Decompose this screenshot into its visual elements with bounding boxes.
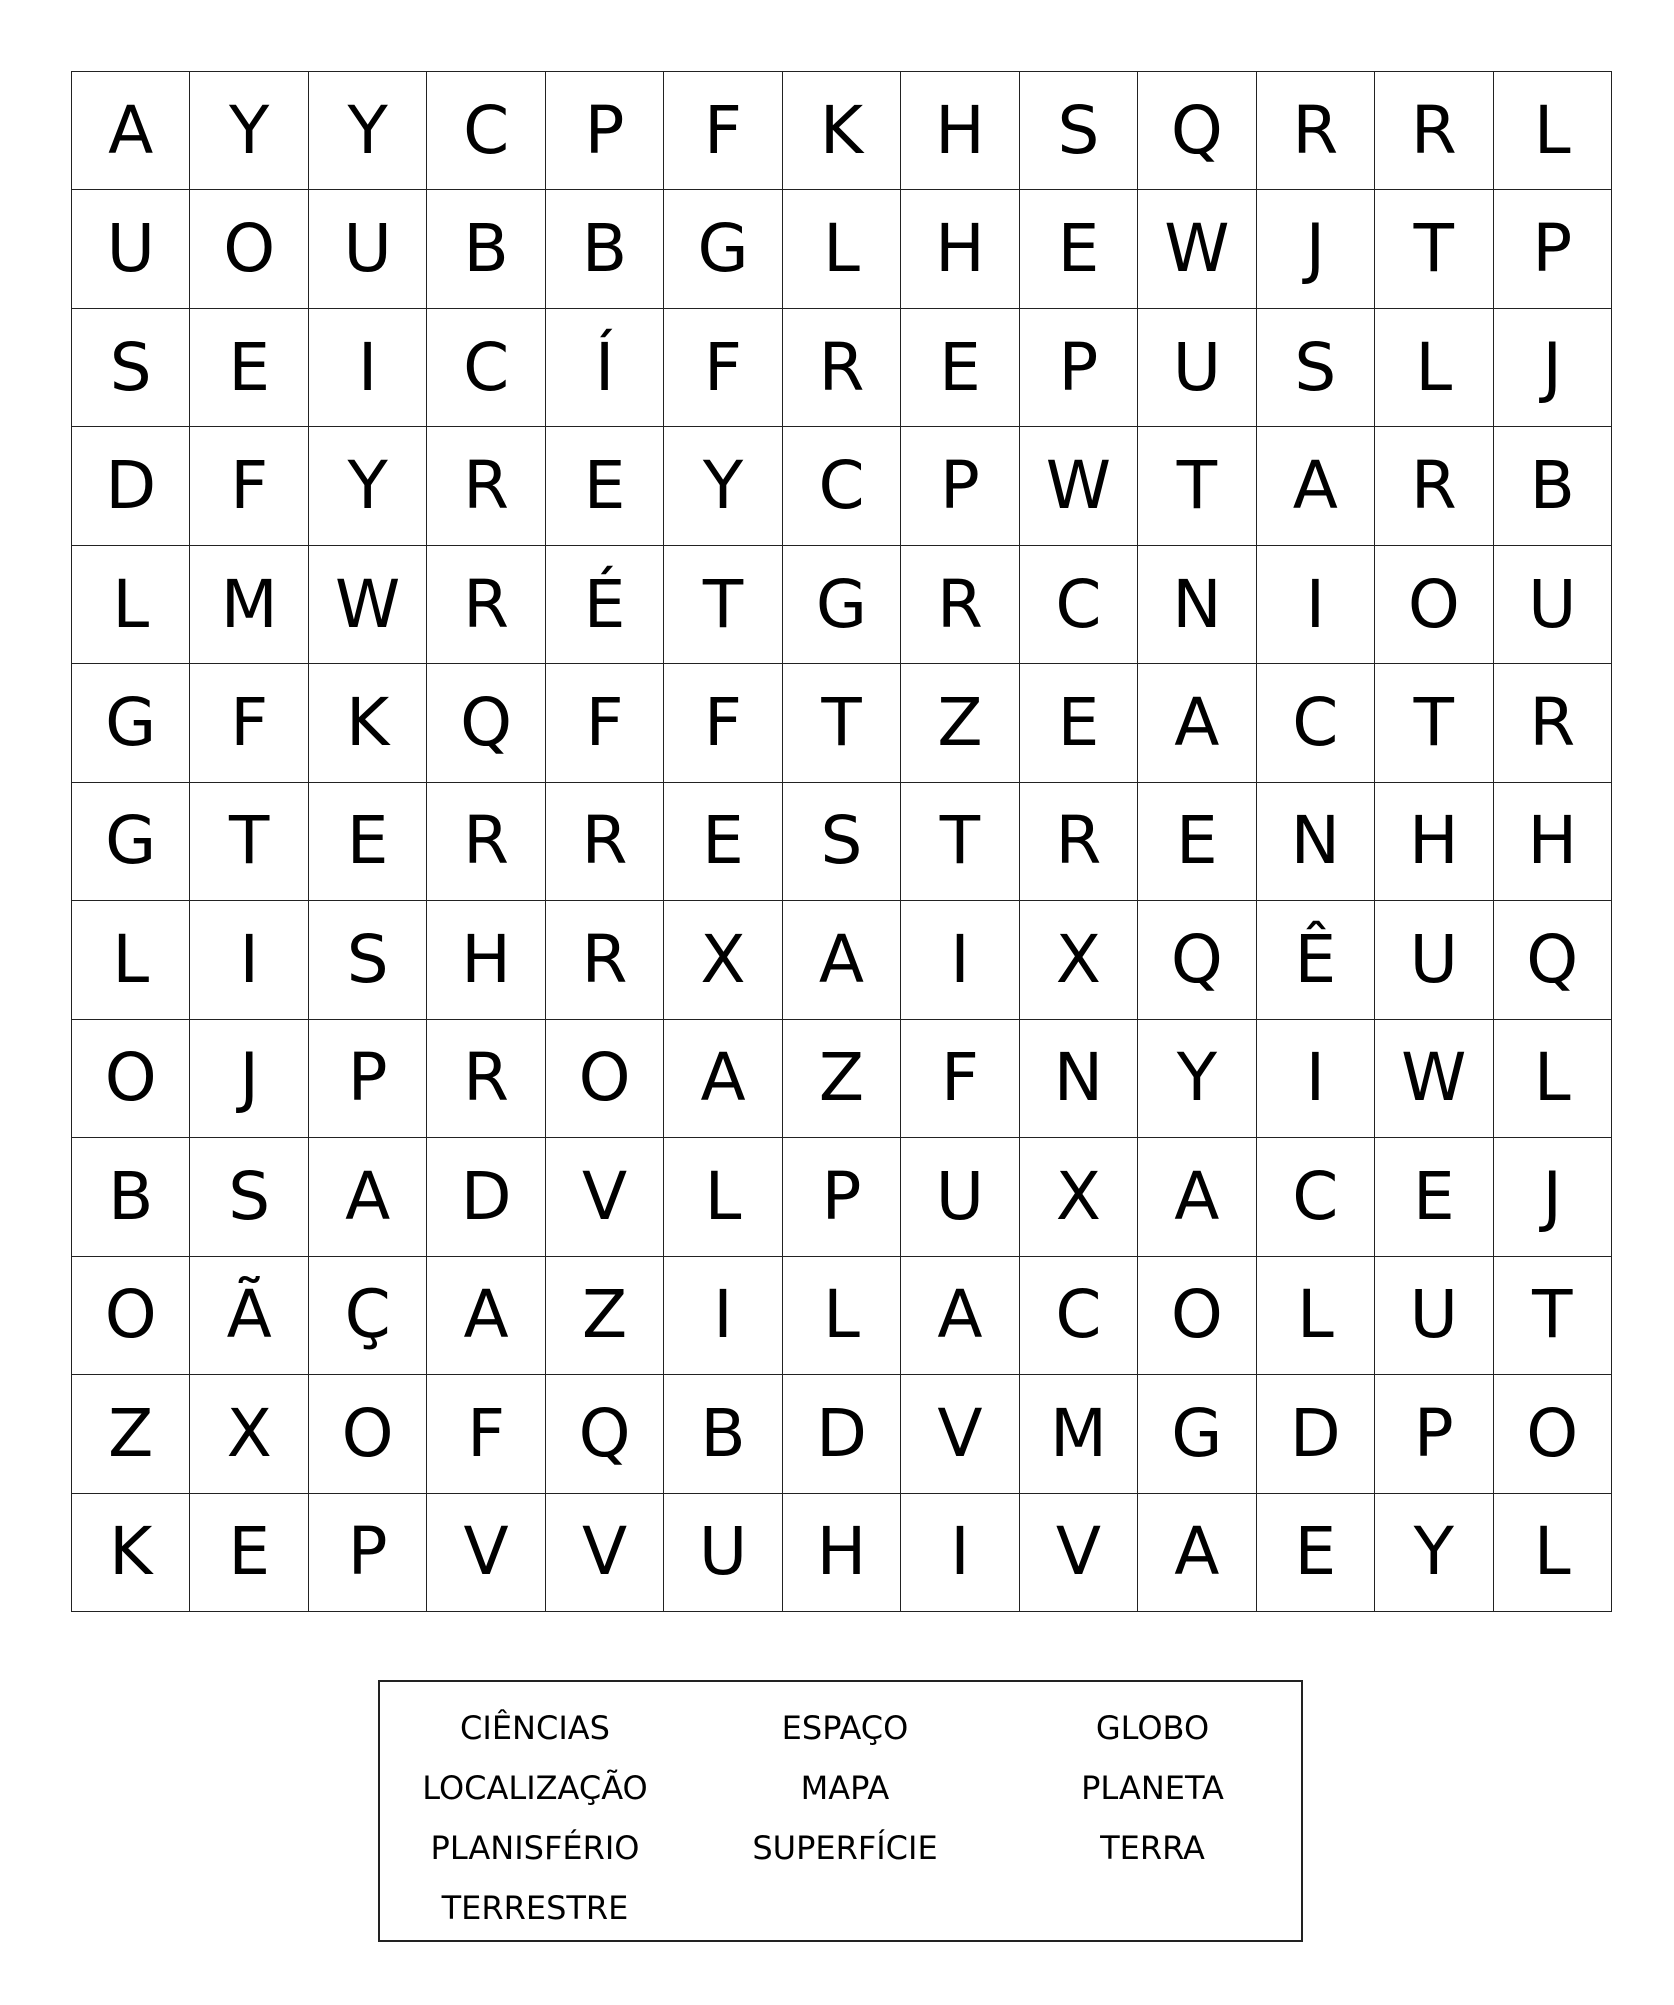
grid-cell: S bbox=[190, 1138, 308, 1256]
word-list-column-1 bbox=[380, 1698, 690, 1940]
grid-cell: H bbox=[901, 190, 1019, 308]
grid-cell: J bbox=[190, 1020, 308, 1138]
grid-cell: A bbox=[427, 1257, 545, 1375]
grid-cell: F bbox=[190, 427, 308, 545]
grid-cell: Ê bbox=[1257, 901, 1375, 1019]
word-item: LOCALIZAÇÃO bbox=[422, 1769, 648, 1807]
grid-cell: A bbox=[72, 72, 190, 190]
word-item: TERRA bbox=[1100, 1829, 1205, 1867]
grid-cell: I bbox=[190, 901, 308, 1019]
grid-cell: C bbox=[1020, 546, 1138, 664]
grid-cell: R bbox=[901, 546, 1019, 664]
grid-cell: Í bbox=[546, 309, 664, 427]
grid-cell: O bbox=[190, 190, 308, 308]
grid-cell: R bbox=[1375, 427, 1493, 545]
grid-cell: O bbox=[309, 1375, 427, 1493]
grid-cell: Y bbox=[1138, 1020, 1256, 1138]
grid-cell: R bbox=[427, 427, 545, 545]
grid-cell: E bbox=[190, 309, 308, 427]
grid-cell: E bbox=[664, 783, 782, 901]
grid-cell: P bbox=[1020, 309, 1138, 427]
grid-cell: E bbox=[1020, 664, 1138, 782]
grid-cell: A bbox=[1138, 664, 1256, 782]
word-item: ESPAÇO bbox=[781, 1709, 909, 1747]
grid-cell: S bbox=[783, 783, 901, 901]
grid-cell: W bbox=[1138, 190, 1256, 308]
grid-cell: A bbox=[901, 1257, 1019, 1375]
grid-cell: E bbox=[901, 309, 1019, 427]
word-item: PLANETA bbox=[1081, 1769, 1224, 1807]
grid-cell: Y bbox=[309, 72, 427, 190]
grid-cell: D bbox=[72, 427, 190, 545]
grid-cell: P bbox=[546, 72, 664, 190]
grid-cell: U bbox=[901, 1138, 1019, 1256]
grid-cell: R bbox=[546, 783, 664, 901]
grid-cell: B bbox=[1494, 427, 1612, 545]
grid-cell: C bbox=[783, 427, 901, 545]
grid-cell: T bbox=[664, 546, 782, 664]
grid-cell: G bbox=[72, 783, 190, 901]
grid-cell: R bbox=[1257, 72, 1375, 190]
grid-cell: F bbox=[901, 1020, 1019, 1138]
grid-cell: G bbox=[1138, 1375, 1256, 1493]
grid-cell: G bbox=[72, 664, 190, 782]
grid-cell: R bbox=[1020, 783, 1138, 901]
grid-cell: B bbox=[546, 190, 664, 308]
grid-cell: M bbox=[190, 546, 308, 664]
grid-cell: P bbox=[1375, 1375, 1493, 1493]
grid-cell: D bbox=[783, 1375, 901, 1493]
grid-cell: D bbox=[1257, 1375, 1375, 1493]
grid-cell: Z bbox=[546, 1257, 664, 1375]
grid-cell: N bbox=[1138, 546, 1256, 664]
grid-cell: F bbox=[664, 72, 782, 190]
grid-cell: P bbox=[309, 1494, 427, 1612]
word-list-column-2 bbox=[690, 1698, 1000, 1940]
word-item: SUPERFÍCIE bbox=[752, 1829, 938, 1867]
grid-cell: C bbox=[1257, 1138, 1375, 1256]
word-search-grid bbox=[71, 71, 1612, 1612]
grid-cell: U bbox=[1138, 309, 1256, 427]
grid-cell: B bbox=[427, 190, 545, 308]
grid-cell: Ç bbox=[309, 1257, 427, 1375]
grid-cell: J bbox=[1257, 190, 1375, 308]
grid-cell: C bbox=[427, 72, 545, 190]
grid-cell: W bbox=[1020, 427, 1138, 545]
grid-cell: L bbox=[664, 1138, 782, 1256]
grid-cell: F bbox=[664, 309, 782, 427]
grid-cell: H bbox=[1375, 783, 1493, 901]
grid-cell: K bbox=[783, 72, 901, 190]
grid-cell: Z bbox=[72, 1375, 190, 1493]
grid-cell: I bbox=[1257, 546, 1375, 664]
word-item: GLOBO bbox=[1095, 1709, 1210, 1747]
grid-cell: N bbox=[1257, 783, 1375, 901]
grid-cell: V bbox=[427, 1494, 545, 1612]
grid-cell: Y bbox=[309, 427, 427, 545]
grid-cell: O bbox=[1375, 546, 1493, 664]
grid-cell: R bbox=[1375, 72, 1493, 190]
grid-cell: V bbox=[901, 1375, 1019, 1493]
grid-cell: W bbox=[309, 546, 427, 664]
grid-cell: D bbox=[427, 1138, 545, 1256]
grid-cell: L bbox=[783, 1257, 901, 1375]
grid-cell: Q bbox=[1494, 901, 1612, 1019]
grid-cell: N bbox=[1020, 1020, 1138, 1138]
grid-cell: H bbox=[1494, 783, 1612, 901]
grid-cell: L bbox=[1494, 1020, 1612, 1138]
grid-cell: L bbox=[783, 190, 901, 308]
grid-cell: T bbox=[901, 783, 1019, 901]
grid-cell: H bbox=[783, 1494, 901, 1612]
grid-cell: E bbox=[190, 1494, 308, 1612]
grid-cell: F bbox=[427, 1375, 545, 1493]
grid-cell: L bbox=[1494, 72, 1612, 190]
grid-cell: C bbox=[1257, 664, 1375, 782]
grid-cell: V bbox=[1020, 1494, 1138, 1612]
grid-cell: R bbox=[1494, 664, 1612, 782]
grid-cell: P bbox=[309, 1020, 427, 1138]
grid-cell: W bbox=[1375, 1020, 1493, 1138]
grid-cell: U bbox=[1494, 546, 1612, 664]
grid-cell: I bbox=[901, 1494, 1019, 1612]
grid-cell: G bbox=[664, 190, 782, 308]
grid-cell: L bbox=[1257, 1257, 1375, 1375]
grid-cell: U bbox=[664, 1494, 782, 1612]
grid-cell: X bbox=[1020, 901, 1138, 1019]
grid-cell: J bbox=[1494, 1138, 1612, 1256]
grid-cell: O bbox=[1494, 1375, 1612, 1493]
grid-cell: F bbox=[190, 664, 308, 782]
grid-cell: R bbox=[546, 901, 664, 1019]
grid-cell: Q bbox=[1138, 901, 1256, 1019]
grid-cell: H bbox=[427, 901, 545, 1019]
grid-cell: F bbox=[664, 664, 782, 782]
word-list-box bbox=[378, 1680, 1303, 1942]
grid-cell: E bbox=[1020, 190, 1138, 308]
grid-cell: Q bbox=[546, 1375, 664, 1493]
grid-cell: T bbox=[1375, 664, 1493, 782]
grid-cell: E bbox=[1257, 1494, 1375, 1612]
grid-cell: Q bbox=[1138, 72, 1256, 190]
grid-cell: O bbox=[72, 1020, 190, 1138]
grid-cell: P bbox=[1494, 190, 1612, 308]
grid-cell: T bbox=[190, 783, 308, 901]
grid-cell: K bbox=[309, 664, 427, 782]
grid-cell: S bbox=[1020, 72, 1138, 190]
grid-cell: S bbox=[309, 901, 427, 1019]
grid-cell: O bbox=[546, 1020, 664, 1138]
grid-cell: É bbox=[546, 546, 664, 664]
grid-cell: Y bbox=[190, 72, 308, 190]
grid-cell: X bbox=[1020, 1138, 1138, 1256]
grid-cell: E bbox=[309, 783, 427, 901]
grid-cell: L bbox=[1375, 309, 1493, 427]
grid-cell: V bbox=[546, 1494, 664, 1612]
grid-cell: S bbox=[1257, 309, 1375, 427]
grid-cell: L bbox=[72, 546, 190, 664]
grid-cell: U bbox=[72, 190, 190, 308]
grid-cell: C bbox=[427, 309, 545, 427]
grid-cell: E bbox=[1375, 1138, 1493, 1256]
grid-cell: P bbox=[901, 427, 1019, 545]
grid-cell: I bbox=[1257, 1020, 1375, 1138]
grid-cell: C bbox=[1020, 1257, 1138, 1375]
grid-cell: P bbox=[783, 1138, 901, 1256]
word-list-column-3 bbox=[1000, 1698, 1305, 1940]
grid-cell: V bbox=[546, 1138, 664, 1256]
grid-cell: A bbox=[1257, 427, 1375, 545]
grid-cell: Q bbox=[427, 664, 545, 782]
grid-cell: A bbox=[309, 1138, 427, 1256]
word-item: MAPA bbox=[800, 1769, 890, 1807]
grid-cell: I bbox=[664, 1257, 782, 1375]
grid-cell: A bbox=[783, 901, 901, 1019]
grid-cell: E bbox=[1138, 783, 1256, 901]
grid-cell: I bbox=[901, 901, 1019, 1019]
grid-cell: Y bbox=[1375, 1494, 1493, 1612]
grid-cell: M bbox=[1020, 1375, 1138, 1493]
grid-cell: X bbox=[664, 901, 782, 1019]
grid-cell: H bbox=[901, 72, 1019, 190]
grid-cell: A bbox=[1138, 1494, 1256, 1612]
grid-cell: B bbox=[664, 1375, 782, 1493]
grid-cell: Ã bbox=[190, 1257, 308, 1375]
grid-cell: K bbox=[72, 1494, 190, 1612]
grid-cell: Z bbox=[783, 1020, 901, 1138]
grid-cell: T bbox=[1375, 190, 1493, 308]
grid-cell: T bbox=[1494, 1257, 1612, 1375]
grid-cell: Y bbox=[664, 427, 782, 545]
word-item: TERRESTRE bbox=[441, 1889, 629, 1927]
grid-cell: B bbox=[72, 1138, 190, 1256]
grid-cell: I bbox=[309, 309, 427, 427]
grid-cell: A bbox=[1138, 1138, 1256, 1256]
grid-cell: U bbox=[1375, 1257, 1493, 1375]
grid-cell: U bbox=[1375, 901, 1493, 1019]
word-item: CIÊNCIAS bbox=[460, 1709, 610, 1747]
grid-cell: G bbox=[783, 546, 901, 664]
grid-cell: A bbox=[664, 1020, 782, 1138]
grid-cell: F bbox=[546, 664, 664, 782]
grid-cell: R bbox=[783, 309, 901, 427]
grid-cell: T bbox=[783, 664, 901, 782]
grid-cell: O bbox=[1138, 1257, 1256, 1375]
word-item: PLANISFÉRIO bbox=[430, 1829, 640, 1867]
grid-cell: X bbox=[190, 1375, 308, 1493]
grid-cell: J bbox=[1494, 309, 1612, 427]
grid-cell: R bbox=[427, 1020, 545, 1138]
grid-cell: L bbox=[72, 901, 190, 1019]
grid-cell: T bbox=[1138, 427, 1256, 545]
grid-cell: R bbox=[427, 783, 545, 901]
grid-cell: Z bbox=[901, 664, 1019, 782]
grid-cell: S bbox=[72, 309, 190, 427]
grid-cell: R bbox=[427, 546, 545, 664]
grid-cell: O bbox=[72, 1257, 190, 1375]
grid-cell: E bbox=[546, 427, 664, 545]
grid-cell: L bbox=[1494, 1494, 1612, 1612]
grid-cell: U bbox=[309, 190, 427, 308]
